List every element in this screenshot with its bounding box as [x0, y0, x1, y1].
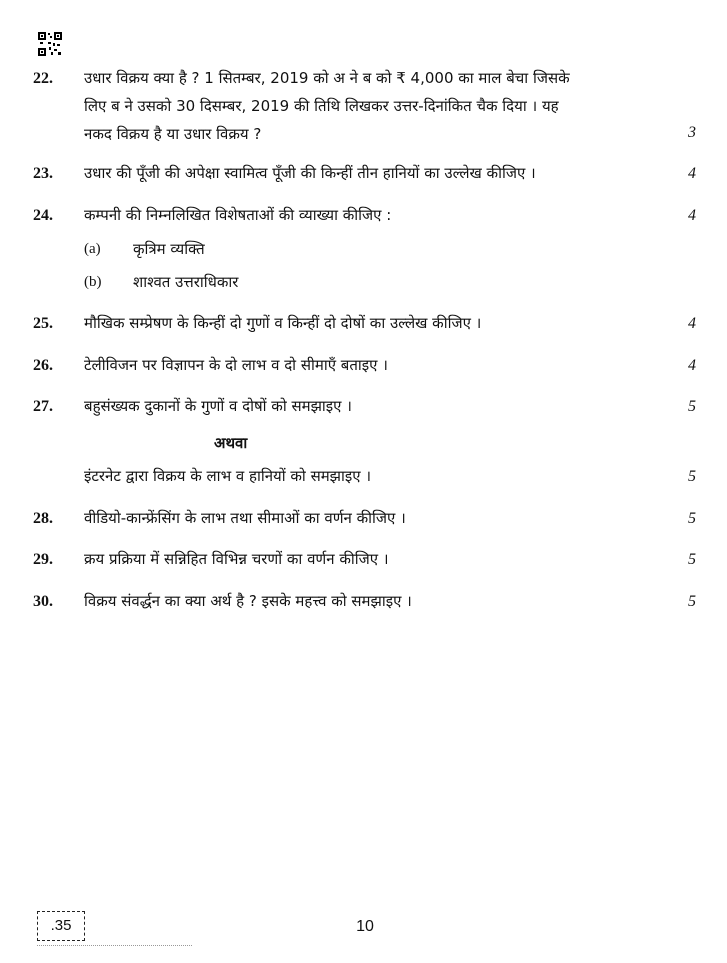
question-number: 26.: [33, 357, 53, 374]
question-text: कम्पनी की निम्नलिखित विशेषताओं की व्याख्या कीजिए :: [84, 206, 392, 224]
sub-item-label: (b): [84, 274, 102, 290]
question-number: 25.: [33, 315, 53, 332]
marks: 3: [688, 124, 696, 141]
marks: 4: [688, 315, 696, 332]
marks: 5: [688, 510, 696, 527]
question-text: मौखिक सम्प्रेषण के किन्हीं दो गुणों व किन्हीं दो दोषों का उल्लेख कीजिए ।: [84, 314, 482, 332]
marks: 5: [688, 398, 696, 415]
marks: 4: [688, 207, 696, 224]
page-number: 10: [356, 918, 374, 935]
question-text: उधार की पूँजी की अपेक्षा स्वामित्व पूँजी की किन्हीं तीन हानियों का उल्लेख कीजिए ।: [84, 164, 536, 182]
marks: 5: [688, 468, 696, 485]
question-number: 27.: [33, 398, 53, 415]
question-number: 22.: [33, 70, 53, 87]
question-number: 29.: [33, 551, 53, 568]
qr-code-icon: [38, 32, 62, 56]
question-text: टेलीविजन पर विज्ञापन के दो लाभ व दो सीमाएँ बताइए ।: [84, 356, 388, 374]
question-line: उधार विक्रय क्या है ? 1 सितम्बर, 2019 को अ ने ब को ₹ 4,000 का माल बेचा जिसके: [84, 69, 570, 87]
footer-divider: [37, 945, 192, 947]
question-number: 24.: [33, 207, 53, 224]
question-text: बहुसंख्यक दुकानों के गुणों व दोषों को समझाइए ।: [84, 397, 352, 415]
question-number: 30.: [33, 593, 53, 610]
question-text: क्रय प्रक्रिया में सन्निहित विभिन्न चरणों का वर्णन कीजिए ।: [84, 550, 389, 568]
question-text: [84, 64, 664, 148]
question-line: नकद विक्रय है या उधार विक्रय ?: [84, 125, 262, 143]
paper-code-box: .35: [37, 911, 85, 941]
question-number: 23.: [33, 165, 53, 182]
question-text: विक्रय संवर्द्धन का क्या अर्थ है ? इसके महत्त्व को समझाइए ।: [84, 592, 412, 610]
marks: 5: [688, 593, 696, 610]
or-label: अथवा: [214, 434, 248, 452]
marks: 4: [688, 165, 696, 182]
marks: 4: [688, 357, 696, 374]
question-text: वीडियो-कान्फ्रेंसिंग के लाभ तथा सीमाओं का वर्णन कीजिए ।: [84, 509, 406, 527]
sub-item-text: शाश्वत उत्तराधिकार: [133, 273, 239, 291]
alternative-question-text: इंटरनेट द्वारा विक्रय के लाभ व हानियों को समझाइए ।: [84, 467, 372, 485]
question-number: 28.: [33, 510, 53, 527]
sub-item-label: (a): [84, 241, 101, 257]
sub-item-text: कृत्रिम व्यक्ति: [133, 240, 205, 258]
marks: 5: [688, 551, 696, 568]
question-line: लिए ब ने उसको 30 दिसम्बर, 2019 की तिथि लिखकर उत्तर-दिनांकित चैक दिया । यह: [84, 97, 559, 115]
